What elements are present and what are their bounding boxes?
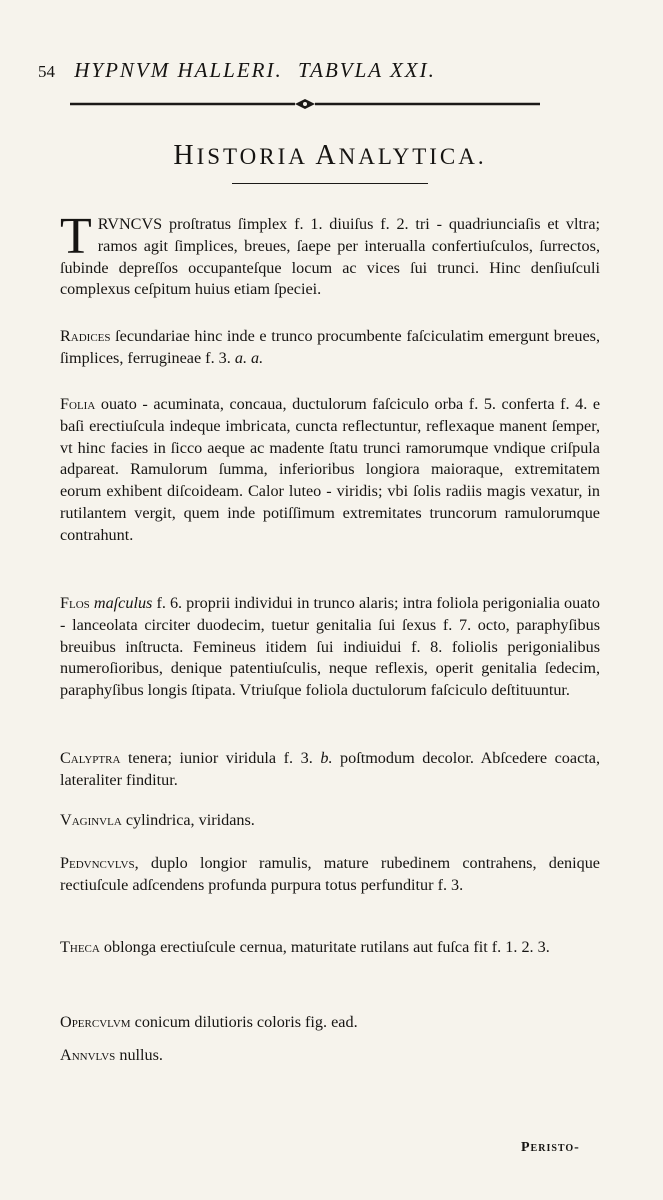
paragraph-text: ſecundariae hinc inde e trunco procumbente faſciculatim emergunt breues, ſimplices, ferrugineae f. 3. [60, 327, 601, 367]
paragraph-text-tail: poſtmodum decolor. Abſcedere coacta, lateraliter finditur. [60, 749, 600, 789]
title-capital: A [315, 140, 339, 171]
paragraph-text: cylindrica, viridans. [125, 811, 255, 829]
page-number: 54 [38, 62, 55, 81]
title-word: ISTORIA [196, 144, 307, 169]
figure-reference: a. a. [234, 348, 264, 367]
section-title [130, 140, 530, 172]
paragraph-lead: Vaginvla [60, 811, 122, 829]
paragraph-text: proſtratus ſimplex f. 1. diuiſus f. 2. tri - quadriunciaſis et vltra; ramos agit ſimplices, breues, ſaepe per interualla confertiuſculos, ſurrectos, ſubinde depreſſos occupanteſque locum ac vices ſui trunci. Hinc denſiuſculi complexus ceſpitum huius etiam ſpeciei. [60, 215, 601, 299]
running-header [38, 58, 538, 83]
figure-reference: b. [320, 749, 333, 767]
paragraph-operculum [60, 1012, 600, 1034]
paragraph-text: conicum dilutioris coloris fig. ead. [134, 1013, 358, 1031]
paragraph-text: tenera; iunior viridula f. 3. [127, 749, 313, 767]
paragraph-lead: Opercvlvm [60, 1013, 131, 1031]
italic-term: maſculus [93, 594, 153, 612]
paragraph-lead: RVNCVS [97, 215, 163, 233]
drop-capital: T [60, 208, 92, 265]
paragraph-text: ouato - acuminata, concaua, ductulorum faſciculo orba f. 5. conferta f. 4. e baſi erectiuſcula indeque imbricata, cuncta reflectuntur, reflexaque manent ſemper, vt hinc facies in ſicco aeque ac madente ſtatu trunci ramorumque vndique criſpula adpareat. Ramulorum ſumma, inferioribus longiora maioraque, extremitatem eorum exhibent diſcoideam. Calor luteo - viridis; vbi ſolis radiis magis vexatur, in rutilantem vergit, quem inde potiſſimum extremitates truncorum ramulorumque contrahunt. [60, 395, 600, 544]
paragraph-lead: Pedvncvlvs [60, 854, 135, 872]
header-ornament-rule [70, 97, 540, 111]
paragraph-text: , duplo longior ramulis, mature rubedinem contrahens, denique rectiuſcule adſcendens profunda purpura totus perfunditur f. 3. [60, 854, 600, 894]
paragraph-theca [60, 937, 600, 959]
running-title: HYPNVM HALLERI. [74, 58, 283, 82]
paragraph-lead: Annvlvs [60, 1046, 116, 1064]
paragraph-lead: Folia [60, 395, 96, 413]
paragraph-text: oblonga erectiuſcule cernua, maturitate rutilans aut fuſca fit f. 1. 2. 3. [103, 938, 550, 956]
title-capital: H [173, 140, 197, 171]
paragraph-lead: Calyptra [60, 749, 121, 767]
paragraph-calyptra [60, 748, 600, 792]
catchword: Peristo- [521, 1140, 580, 1155]
paragraph-truncus [60, 208, 601, 301]
paragraph-lead: Theca [60, 938, 100, 956]
paragraph-flos [60, 593, 600, 702]
title-word: NALYTICA. [338, 144, 487, 169]
paragraph-text: nullus. [119, 1046, 163, 1064]
paragraph-annulus [60, 1045, 600, 1067]
title-rule [232, 183, 428, 184]
paragraph-lead: Flos [60, 594, 90, 612]
paragraph-lead: Radices [60, 327, 111, 345]
paragraph-text: f. 6. proprii individui in trunco alaris; intra foliola perigonialia ouato - lanceolata circiter duodecim, tuetur genitalia ſui ſexus f. 7. octo, paraphyſibus breuibus inſtructa. Femineus itidem ſui indiuidui f. 8. foliolis perigonialibus numeroſioribus, denique patentiuſculis, neque reflexis, operit genitalia ſedecim, paraphyſibus longis ſtipata. Vtriuſque foliola ductulorum faſciculo deſtituuntur. [60, 594, 601, 700]
paragraph-folia [60, 394, 600, 547]
paragraph-pedunculus [60, 853, 600, 897]
plate-label: TABVLA XXI. [298, 58, 436, 82]
paragraph-radices [60, 326, 600, 370]
paragraph-vaginula [60, 810, 600, 832]
